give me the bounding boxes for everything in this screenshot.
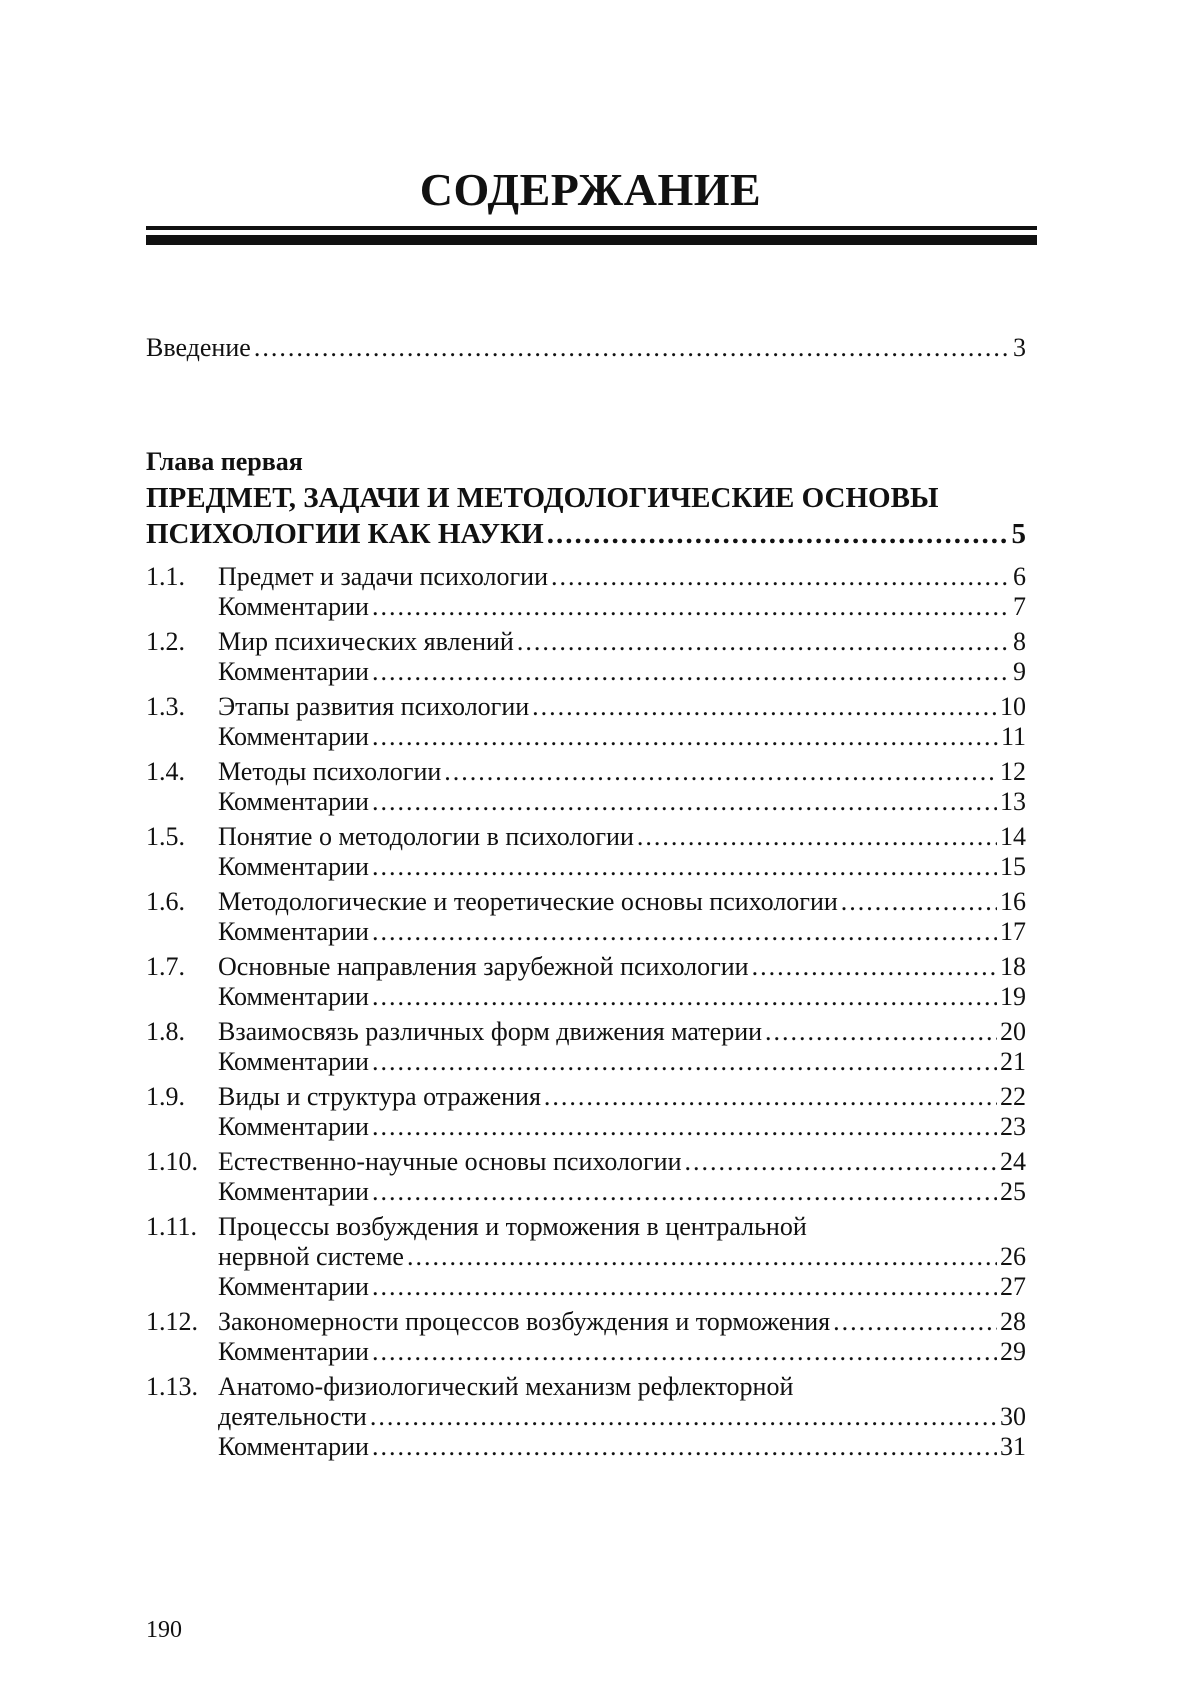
comment-label: Комментарии <box>218 1432 369 1461</box>
section-title: нервной системе <box>218 1242 404 1271</box>
comment-page: 25 <box>1000 1177 1026 1206</box>
comment-page: 11 <box>1000 722 1026 751</box>
section-title: Взаимосвязь различных форм движения материи <box>218 1017 763 1046</box>
comment-label: Комментарии <box>218 592 369 621</box>
leader-dots <box>372 786 997 818</box>
toc-comment-1-13[interactable] <box>146 1431 1026 1463</box>
toc-section-1-13[interactable] <box>146 1401 1026 1433</box>
leader-dots <box>372 981 997 1013</box>
toc-section-1-1[interactable] <box>146 561 1026 593</box>
comment-page: 21 <box>1000 1047 1026 1076</box>
comment-label: Комментарии <box>218 917 369 946</box>
chapter-page: 5 <box>1011 518 1026 550</box>
comment-label: Комментарии <box>218 852 369 881</box>
leader-dots <box>685 1146 997 1178</box>
section-page: 26 <box>1000 1242 1026 1271</box>
section-number: 1.1. <box>146 562 185 591</box>
toc-section-1-9[interactable] <box>146 1081 1026 1113</box>
toc-section-1-11[interactable] <box>146 1241 1026 1273</box>
toc-comment-1-11[interactable] <box>146 1271 1026 1303</box>
section-number: 1.13. <box>146 1372 198 1401</box>
section-number: 1.5. <box>146 822 185 851</box>
leader-dots <box>841 886 997 918</box>
chapter-title-line2: ПСИХОЛОГИИ КАК НАУКИ <box>146 518 544 550</box>
leader-dots <box>372 656 1010 688</box>
section-title: Предмет и задачи психологии <box>218 562 549 591</box>
section-title: Понятие о методологии в психологии <box>218 822 634 851</box>
comment-page: 17 <box>1000 917 1026 946</box>
leader-dots <box>372 1111 997 1143</box>
toc-section-1-10[interactable] <box>146 1146 1026 1178</box>
leader-dots <box>752 951 997 983</box>
toc-chapter[interactable] <box>146 516 1026 552</box>
section-number: 1.10. <box>146 1147 198 1176</box>
title-rule-thin <box>146 226 1037 230</box>
section-page: 12 <box>1000 757 1026 786</box>
title-rule-thick <box>146 235 1037 245</box>
toc-section-1-13-line1[interactable] <box>146 1371 1026 1403</box>
toc-comment-1-6[interactable] <box>146 916 1026 948</box>
toc-comment-1-9[interactable] <box>146 1111 1026 1143</box>
leader-dots <box>372 721 998 753</box>
section-page: 10 <box>1000 692 1026 721</box>
section-page: 16 <box>1000 887 1026 916</box>
leader-dots <box>407 1241 997 1273</box>
comment-page: 29 <box>1000 1337 1026 1366</box>
comment-page: 23 <box>1000 1112 1026 1141</box>
comment-label: Комментарии <box>218 657 369 686</box>
toc-intro-text: Введение <box>146 333 251 362</box>
section-number: 1.3. <box>146 692 185 721</box>
section-number: 1.9. <box>146 1082 185 1111</box>
comment-label: Комментарии <box>218 1337 369 1366</box>
toc-comment-1-7[interactable] <box>146 981 1026 1013</box>
comment-label: Комментарии <box>218 787 369 816</box>
leader-dots <box>370 1401 997 1433</box>
leader-dots <box>765 1016 997 1048</box>
leader-dots <box>444 756 997 788</box>
section-title: Естественно-научные основы психологии <box>218 1147 682 1176</box>
section-title: деятельности <box>218 1402 367 1431</box>
toc-intro-page: 3 <box>1013 333 1026 362</box>
leader-dots <box>517 626 1010 658</box>
toc-section-1-3[interactable] <box>146 691 1026 723</box>
toc-intro[interactable] <box>146 332 1026 364</box>
leader-dots <box>372 1046 997 1078</box>
page-title: СОДЕРЖАНИЕ <box>419 164 762 215</box>
comment-page: 19 <box>1000 982 1026 1011</box>
chapter-title-line1: ПРЕДМЕТ, ЗАДАЧИ И МЕТОДОЛОГИЧЕСКИЕ ОСНОВЫ <box>146 482 939 514</box>
comment-label: Комментарии <box>218 722 369 751</box>
section-title: Закономерности процессов возбуждения и торможения <box>218 1307 831 1336</box>
section-number: 1.4. <box>146 757 185 786</box>
section-title-line1: Процессы возбуждения и торможения в центральной <box>218 1212 807 1241</box>
comment-label: Комментарии <box>218 1047 369 1076</box>
comment-page: 31 <box>1000 1432 1026 1461</box>
section-title: Мир психических явлений <box>218 627 514 656</box>
leader-dots <box>637 821 997 853</box>
toc-comment-1-3[interactable] <box>146 721 1026 753</box>
comment-page: 27 <box>1000 1272 1026 1301</box>
comment-page: 9 <box>1013 657 1026 686</box>
section-title-line1: Анатомо-физиологический механизм рефлекторной <box>218 1372 794 1401</box>
toc-comment-1-10[interactable] <box>146 1176 1026 1208</box>
page-number: 190 <box>146 1617 182 1643</box>
comment-page: 7 <box>1013 592 1026 621</box>
leader-dots <box>372 851 997 883</box>
toc-section-1-6[interactable] <box>146 886 1026 918</box>
toc-comment-1-1[interactable] <box>146 591 1026 623</box>
comment-label: Комментарии <box>218 1177 369 1206</box>
toc-comment-1-8[interactable] <box>146 1046 1026 1078</box>
toc-comment-1-12[interactable] <box>146 1336 1026 1368</box>
toc-section-1-2[interactable] <box>146 626 1026 658</box>
section-title: Основные направления зарубежной психологии <box>218 952 749 981</box>
section-page: 20 <box>1000 1017 1026 1046</box>
toc-section-1-11-line1[interactable] <box>146 1211 1026 1243</box>
toc-section-1-5[interactable] <box>146 821 1026 853</box>
toc-section-1-7[interactable] <box>146 951 1026 983</box>
section-title: Методы психологии <box>218 757 442 786</box>
chapter-label: Глава первая <box>146 447 303 476</box>
section-number: 1.12. <box>146 1307 198 1336</box>
comment-page: 15 <box>1000 852 1026 881</box>
leader-dots <box>372 1271 997 1303</box>
leader-dots <box>372 1336 997 1368</box>
leader-dots <box>254 332 1010 364</box>
leader-dots <box>547 516 1009 552</box>
section-title: Этапы развития психологии <box>218 692 530 721</box>
leader-dots <box>532 691 997 723</box>
section-title: Виды и структура отражения <box>218 1082 541 1111</box>
section-number: 1.8. <box>146 1017 185 1046</box>
section-page: 28 <box>1000 1307 1026 1336</box>
section-number: 1.11. <box>146 1212 198 1241</box>
toc-comment-1-4[interactable] <box>146 786 1026 818</box>
section-page: 24 <box>1000 1147 1026 1176</box>
leader-dots <box>372 591 1010 623</box>
section-title: Методологические и теоретические основы психологии <box>218 887 838 916</box>
comment-label: Комментарии <box>218 1272 369 1301</box>
section-number: 1.6. <box>146 887 185 916</box>
toc-comment-1-5[interactable] <box>146 851 1026 883</box>
leader-dots <box>544 1081 997 1113</box>
toc-section-1-8[interactable] <box>146 1016 1026 1048</box>
leader-dots <box>551 561 1010 593</box>
leader-dots <box>372 916 997 948</box>
section-page: 18 <box>1000 952 1026 981</box>
comment-label: Комментарии <box>218 1112 369 1141</box>
section-number: 1.7. <box>146 952 185 981</box>
section-page: 14 <box>1000 822 1026 851</box>
leader-dots <box>372 1176 997 1208</box>
toc-comment-1-2[interactable] <box>146 656 1026 688</box>
section-page: 6 <box>1013 562 1026 591</box>
section-page: 22 <box>1000 1082 1026 1111</box>
comment-page: 13 <box>1000 787 1026 816</box>
leader-dots <box>833 1306 997 1338</box>
section-page: 8 <box>1013 627 1026 656</box>
toc-section-1-4[interactable] <box>146 756 1026 788</box>
leader-dots <box>372 1431 997 1463</box>
comment-label: Комментарии <box>218 982 369 1011</box>
section-number: 1.2. <box>146 627 185 656</box>
toc-section-1-12[interactable] <box>146 1306 1026 1338</box>
section-page: 30 <box>1000 1402 1026 1431</box>
